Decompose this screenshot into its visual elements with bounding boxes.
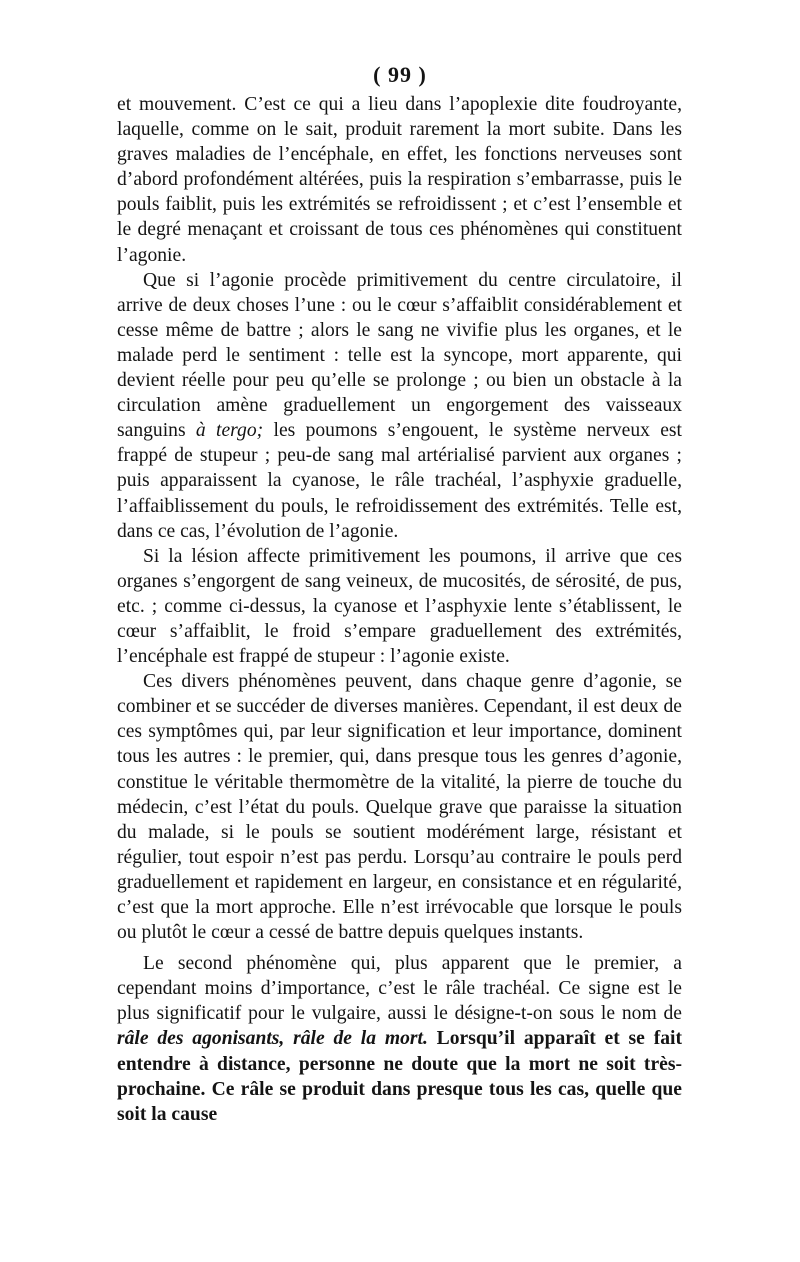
- paragraph: [117, 544, 682, 669]
- italic-text-run: râle des agonisants, râle de la mort.: [117, 1028, 428, 1050]
- bold-text-run: Lorsqu’il apparaît et se fait entendre à distance, personne ne doute que la mort ne soit très-prochaine. Ce râle se produit dans presque tous les cas, quelle que soit la cause: [117, 1028, 682, 1125]
- text-run: Ces divers phénomènes peuvent, dans chaque genre d’agonie, se combiner et se succéder de diverses manières. Cependant, il est deux de ces symptômes qui, par leur signification et leur importance, dominent tous les autres : le premier, qui, dans presque tous les genres d’agonie, constitue le véritable thermomètre de la vitalité, la pierre de touche du médecin, c’est l’état du pouls. Quelque grave que paraisse la situation du malade, si le pouls se soutient modérément large, résistant et régulier, tout espoir n’est pas perdu. Lorsqu’au contraire le pouls perd graduellement et rapidement en largeur, en consistance et en régularité, c’est que la mort approche. Elle n’est irrévocable que lorsque le pouls ou plutôt le cœur a cessé de battre depuis quelques instants.: [117, 671, 682, 944]
- paragraph: [117, 92, 682, 268]
- page-body: [117, 92, 682, 1127]
- text-run: Si la lésion affecte primitivement les poumons, il arrive que ces organes s’engorgent de sang veineux, de mucosités, de sérosité, de pus, etc. ; comme ci-dessus, la cyanose et l’asphyxie lente s’établissent, le cœur s’affaiblit, le froid s’empare graduellement des extrémités, l’encéphale est frappé de stupeur : l’agonie existe.: [117, 545, 682, 668]
- page-number: ( 99 ): [373, 62, 427, 87]
- italic-text-run: à tergo;: [195, 420, 264, 442]
- text-run: et mouvement. C’est ce qui a lieu dans l’apoplexie dite foudroyante, laquelle, comme on le sait, produit rarement la mort subite. Dans les graves maladies de l’encéphale, en effet, les fonctions nerveuses sont d’abord profondément altérées, puis la respiration s’embarrasse, puis le pouls faiblit, puis les extrémités se refroidissent ; et c’est l’ensemble et le degré menaçant et croissant de tous ces phénomènes qui constituent l’agonie.: [117, 94, 682, 266]
- text-run: Le second phénomène qui, plus apparent que le premier, a cependant moins d’importance, c’est le râle trachéal. Ce signe est le plus significatif pour le vulgaire, aussi le désigne-t-on sous le nom de: [117, 953, 682, 1025]
- text-run: Que si l’agonie procède primitivement du centre circulatoire, il arrive de deux choses l’une : ou le cœur s’affaiblit considérablement et cesse même de battre ; alors le sang ne vivifie plus les organes, et le malade perd le sentiment : telle est la syncope, mort apparente, qui devient réelle pour peu qu’elle se prolonge ; ou bien un obstacle à la circulation amène graduellement un engorgement des vaisseaux sanguins: [117, 269, 682, 442]
- paragraph: [117, 951, 682, 1127]
- paragraph: [117, 268, 682, 544]
- paragraph: [117, 669, 682, 945]
- text-run: les poumons s’engouent, le système nerveux est frappé de stupeur ; peu-de sang mal artérialisé parvient aux organes ; puis apparaissent la cyanose, le râle trachéal, l’asphyxie graduelle, l’affaiblissement du pouls, le refroidissement des extrémités. Telle est, dans ce cas, l’évolution de l’agonie.: [117, 420, 683, 542]
